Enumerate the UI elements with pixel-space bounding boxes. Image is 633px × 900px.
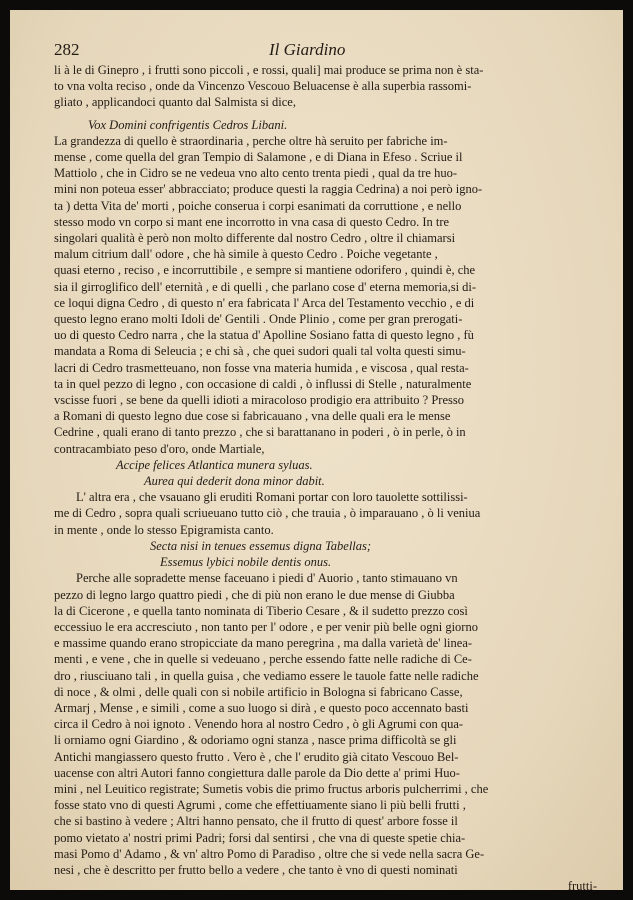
- text-line: menti , e vene , che in quelle si vedeuano , perche essendo fatte nelle radiche di Ce-: [54, 652, 472, 667]
- text-line: nesi , che è descritto per frutto bello a vedere , che tanto è vno di questi nominati: [54, 862, 458, 877]
- text-line: a Romani di questo legno due cose si fabricauano , vna delle quali era le mense: [54, 409, 451, 424]
- text-line: e massime quando erano stropicciate da mano peregrina , ma dalla varietà de' linea-: [54, 636, 473, 651]
- text-line: ce loqui digna Cedro , di questo n' era fabricata l' Arca del Testamento vecchio , e di: [54, 295, 475, 310]
- text-line: mini , nel Leuitico registrate; Sumetis vobis die primo fructus arboris pulcherrimi , che: [54, 781, 489, 796]
- text-line: pomo vietato a' nostri primi Padri; forsi dal sentirsi , che vna di queste spetie chia-: [54, 830, 466, 845]
- text-line: la di Cicerone , e quella tanto nominata di Tiberio Cesare , & il sudetto prezzo così: [54, 603, 468, 618]
- text-line: pezzo di legno largo quattro piedi , che di più non erano le due mense di Giubba: [54, 587, 455, 602]
- text-line: contracambiato peso d'oro, onde Martiale,: [54, 441, 265, 456]
- text-line: uo di questo Cedro narra , che la statua d' Apolline Sosiano fatta di questo legno , fù: [54, 328, 474, 343]
- text-line: mandata a Roma di Seleucia ; e chi sà , che quei sudori quali tal volta questi simu-: [54, 344, 466, 359]
- text-line: eccessiuo le era accresciuto , non tanto per l' odore , e per venir più belle ogni giorno: [54, 619, 478, 634]
- text-line: to vna volta reciso , onde da Vincenzo Vescouo Beluacense è alla superbia rassomi-: [54, 79, 472, 94]
- text-line: Mattiolo , che in Cidro se ne vedeua vno alto cento trenta piedi , qual da tre huo-: [54, 166, 458, 181]
- text-line: mense , come quella del gran Tempio di Salamone , e di Diana in Efeso . Scriue il: [54, 150, 463, 165]
- running-title: Il Giardino: [269, 40, 346, 59]
- text-line: La grandezza di quello è straordinaria , perche oltre hà seruito per fabriche im-: [54, 133, 448, 148]
- latin-verse: Secta nisi in tenues essemus digna Tabellas;: [150, 538, 372, 553]
- text-line: mini non poteua esser' abbracciato; produce questi la raggia Cedrina) a noi però igno-: [54, 182, 483, 197]
- text-line: vscisse fuori , se bene da quelli idioti a miracoloso prodigio era attribuito ? Presso: [54, 393, 464, 408]
- text-line: di noce , & olmi , delle quali con si nobile artificio in Bologna si fabricano Casse,: [54, 684, 463, 699]
- latin-verse: Accipe felices Atlantica munera syluas.: [116, 457, 313, 472]
- text-line: uacense con altri Autori fanno congiettura dalle parole da Dio dette a' primi Huo-: [54, 765, 460, 780]
- text-line: gliato , applicandoci quanto dal Salmista si dice,: [54, 95, 296, 110]
- text-line: masi Pomo d' Adamo , & vn' altro Pomo di Paradiso , oltre che si vede nella sacra Ge-: [54, 846, 485, 861]
- text-line: sia il girroglifico dell' eternità , e di quelli , che parlano cose d' eterna memoria,si di-: [54, 279, 477, 294]
- text-line: questo legno erano molti Idoli de' Gentili . Onde Plinio , come per gran prerogati-: [54, 312, 463, 327]
- text-line: stesso modo vn corpo si mant ene incorrotto in vna casa di questo Cedro. In tre: [54, 214, 450, 229]
- catchword: frutti-: [567, 879, 597, 890]
- text-line: malum citrium dall' odore , che hà simile à questo Cedro . Poiche vegetante ,: [54, 247, 438, 262]
- text-line: in mente , onde lo stesso Epigramista canto.: [54, 522, 274, 537]
- page-header: [54, 40, 603, 62]
- text-line: lacri di Cedro trasmetteuano, non fosse vna materia humida , e viscosa , qual resta-: [54, 360, 469, 375]
- text-line: L' altra era , che vsauano gli eruditi Romani portar con loro tauolette sottilissi-: [76, 490, 468, 505]
- text-line: Armarj , Mense , e simili , come a suo luogo si dirà , e questo poco accennato basti: [54, 700, 469, 715]
- text-line: fosse stato vno di questi Agrumi , come che effettiuamente siano li più belli frutti ,: [54, 798, 466, 813]
- text-line: singolari qualità è però non molto differente dal nostro Cedro , oltre il chiamarsi: [54, 231, 456, 246]
- page-number: 282: [54, 40, 80, 59]
- text-line: li à le di Ginepro , i frutti sono piccoli , e rossi, quali] mai produce se prima non è sta-: [54, 63, 484, 77]
- text-body: [54, 62, 603, 890]
- text-line: ta ) detta Vita de' morti , poiche conserua i corpi esanimati da corruttione , e nello: [54, 198, 462, 213]
- latin-verse: Essemus lybici nobile dentis onus.: [160, 555, 332, 570]
- text-line: Perche alle sopradette mense faceuano i piedi d' Auorio , tanto stimauano vn: [76, 571, 458, 586]
- text-line: ta in quel pezzo di legno , con occasione di caldi , ò influssi di Stelle , naturalmente: [54, 376, 472, 391]
- text-line: Antichi mangiassero questo frutto . Vero è , che l' erudito già citato Vescouo Bel-: [54, 749, 459, 764]
- text-line: che si bastino à vedere ; Altri hanno pensato, che il frutto di quest' arbore fosse il: [54, 814, 458, 829]
- text-line: quasi eterno , reciso , e incorruttibile , e sempre si mantiene odorifero , quindi è, che: [54, 263, 476, 278]
- latin-quote: Vox Domini confrigentis Cedros Libani.: [88, 117, 288, 132]
- text-line: dro , riusciuano tali , in quella guisa , che vediamo essere le tauole fatte nelle radiche: [54, 668, 479, 683]
- text-line: circa il Cedro à noi ignoto . Venendo hora al nostro Cedro , ò gli Agrumi con qua-: [54, 717, 464, 732]
- latin-verse: Aurea qui dederit dona minor dabit.: [144, 474, 325, 489]
- text-line: li orniamo ogni Giardino , & odoriamo ogni stanza , nasce prima difficoltà se gli: [54, 733, 457, 748]
- book-page: [10, 10, 623, 890]
- text-line: me di Cedro , sopra quali scriueuano tutto ciò , che trauia , ò imparauano , ò li veniua: [54, 506, 481, 521]
- text-line: Cedrine , quali erano di tanto prezzo , che si barattanano in poderi , ò in perle, ò in: [54, 425, 466, 440]
